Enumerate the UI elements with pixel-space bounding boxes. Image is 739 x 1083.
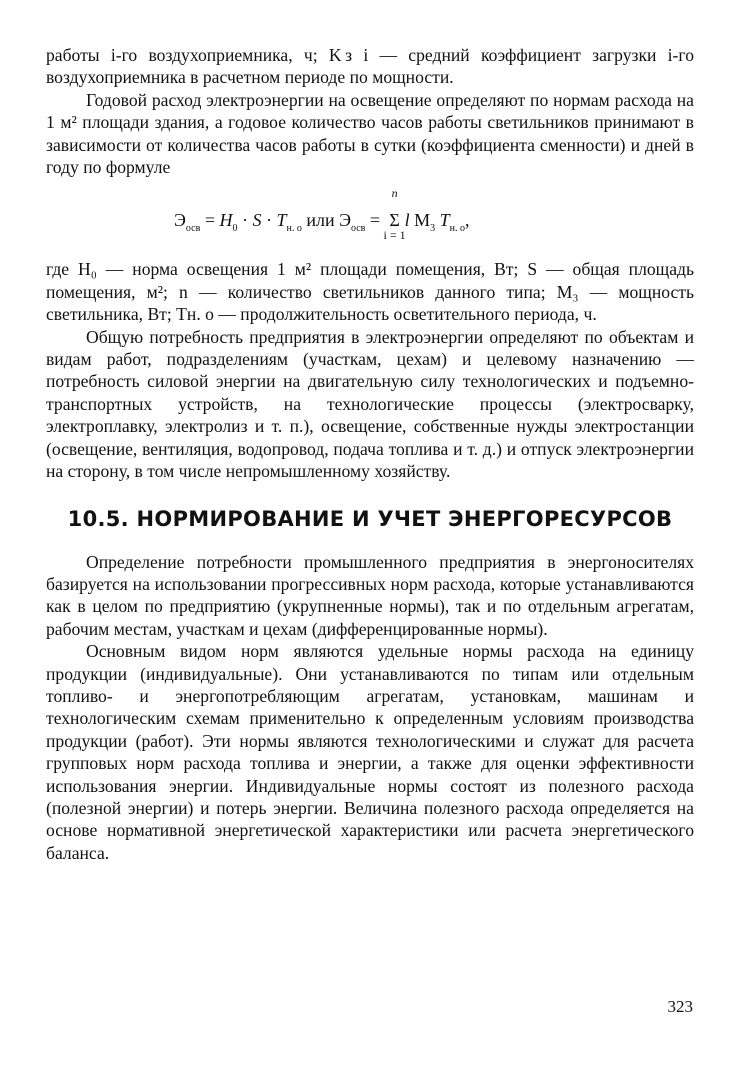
paragraph-2: Годовой расход электроэнергии на освещение определяют по нормам расхода на 1 м² площади здания, а годовое количество часов работы светильников принимают в зависимости от количества часов работы в сутки (коэффициента сменности) и дней в году по формуле <box>46 89 694 178</box>
formula-or: или <box>301 210 340 231</box>
paragraph-3: где H₀ — норма освещения 1 м² площади помещения, Вт; S — общая площадь помещения, м²; n — количество светильников данного типа; М₃ — мощность светильника, Вт; Tн. о — продолжительность осветительного периода, ч. <box>46 259 694 325</box>
formula-t: T <box>276 210 287 231</box>
formula-eq: = <box>200 210 220 231</box>
formula-h: H <box>219 210 233 231</box>
page-number: 323 <box>667 997 693 1016</box>
formula-sigma: Σ <box>389 210 400 231</box>
formula-end: , <box>464 210 470 231</box>
section-heading: 10.5. НОРМИРОВАНИЕ И УЧЕТ ЭНЕРГОРЕСУРСОВ <box>67 506 673 531</box>
formula-s: S <box>252 210 262 231</box>
formula-eq-2: = <box>365 210 385 231</box>
formula-l: l <box>404 210 410 231</box>
formula-lhs: Э <box>174 210 186 231</box>
formula-dot-2: · <box>261 210 277 231</box>
formula-sigma-bottom: i = 1 <box>383 228 406 243</box>
formula-dot-1: · <box>237 210 253 231</box>
paragraph-6: Основным видом норм являются удельные нормы расхода на единицу продукции (индивидуальные). Они устанавливаются по типам или отдельным топливо- и энергопотребляющим агрегатам, установкам, машинам и технологическим схемам применительно к определенным условиям производства продукции (работ). Эти нормы являются технологическими и служат для расчета групповых норм расхода топлива и энергии, а также для оценки эффективности использования энергии. Индивидуальные нормы состоят из полезного расхода (полезной энергии) и потерь энергии. Величина полезного расхода определяется на основе нормативной энергетической характеристики или расчета энергетического баланса. <box>46 641 694 863</box>
formula-m: М <box>409 210 431 231</box>
formula-sigma-top: n <box>391 186 398 201</box>
formula-m-sub: 3 <box>430 223 436 235</box>
formula-t-2: T <box>435 210 450 231</box>
lighting-energy-formula <box>46 182 694 258</box>
paragraph-5: Определение потребности промышленного предприятия в энергоносителях базируется на использовании прогрессивных норм расхода, которые устанавливаются как в целом по предприятию (укрупненные нормы), так и по отдельным агрегатам, рабочим местам, участкам и цехам (дифференцированные нормы). <box>46 551 694 639</box>
formula-lhs-2: Э <box>339 210 351 231</box>
formula-sigma-block <box>383 186 406 243</box>
formula-lhs-2-sub: осв <box>350 223 366 235</box>
paragraph-4: Общую потребность предприятия в электроэнергии определяют по объектам и видам работ, подразделениям (участкам, цехам) и целевому назначению — потребность силовой энергии на двигательную силу технологических и подъемно-транспортных устройств, на технологические процессы (электросварку, электроплавку, электролиз и т. п.), освещение, собственные нужды электростанции (освещение, вентиляция, водопровод, подача топлива и т. д.) и отпуск электроэнергии на сторону, в том числе непромышленному хозяйству. <box>46 326 694 482</box>
formula-lhs-sub: осв <box>185 223 201 235</box>
paragraph-1: работы i-го воздухоприемника, ч; K з i — средний коэффициент загрузки i-го воздухоприемника в расчетном периоде по мощности. <box>46 45 694 88</box>
formula-h-sub: 0 <box>232 223 238 235</box>
formula-t-sub: н. о <box>286 223 302 235</box>
page-content <box>46 44 694 864</box>
formula-t-2-sub: н. о <box>449 223 465 235</box>
